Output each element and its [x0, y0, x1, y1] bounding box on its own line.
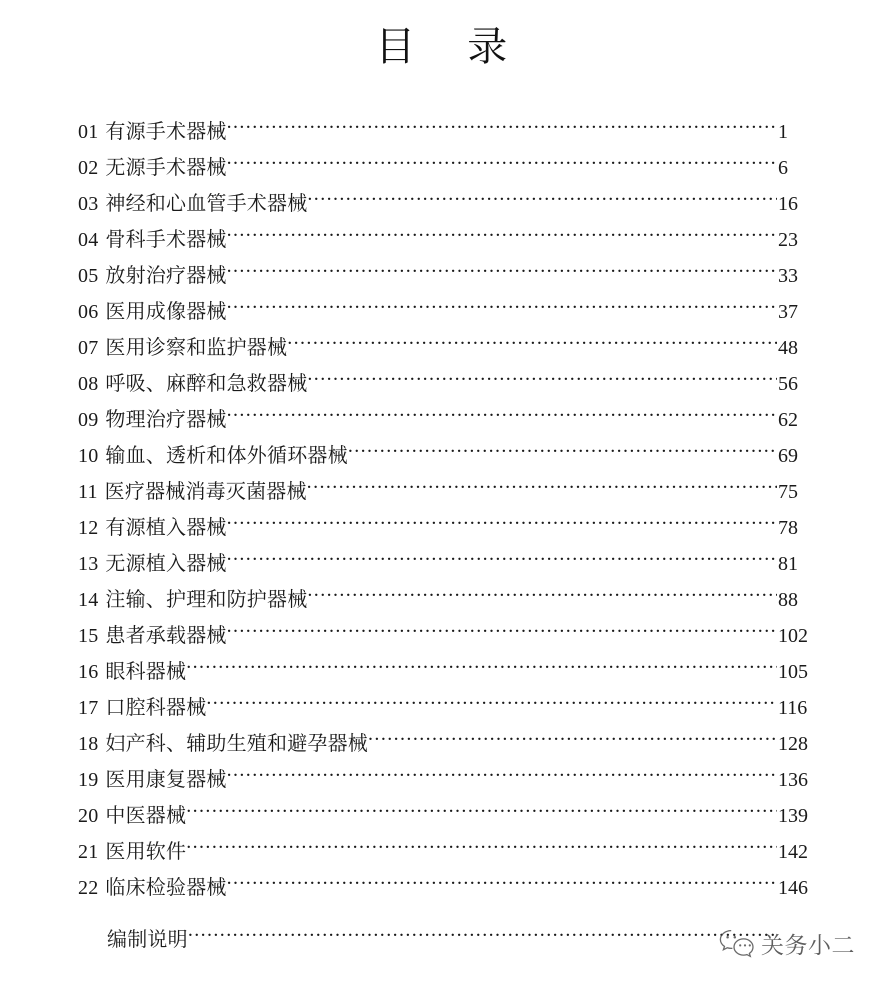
toc-entry-label: 物理治疗器械 — [105, 409, 227, 431]
toc-entry-page-number: 146 — [778, 877, 808, 899]
toc-dot-leader — [206, 694, 777, 714]
toc-entry[interactable] — [78, 510, 818, 546]
toc-entry[interactable] — [78, 834, 818, 870]
toc-entry-page-number: 116 — [778, 697, 808, 719]
toc-dot-leader — [227, 514, 777, 534]
toc-entry-number: 09 — [78, 409, 99, 431]
toc-entry-label: 医用成像器械 — [105, 301, 227, 323]
toc-entry-page-number: 81 — [778, 553, 798, 575]
toc-entry-page-number: 88 — [778, 589, 798, 611]
toc-dot-leader — [227, 262, 777, 282]
toc-entry-label: 有源植入器械 — [105, 517, 227, 539]
toc-dot-leader — [307, 190, 777, 210]
toc-entry-label: 妇产科、辅助生殖和避孕器械 — [105, 733, 369, 755]
toc-entry-number: 10 — [78, 445, 99, 467]
toc-entry-label: 医疗器械消毒灭菌器械 — [104, 481, 307, 503]
toc-entry[interactable] — [78, 726, 818, 762]
toc-entry-number: 08 — [78, 373, 99, 395]
toc-entry-label: 临床检验器械 — [105, 877, 227, 899]
toc-entry-page-number: 69 — [778, 445, 798, 467]
toc-entry[interactable] — [78, 922, 818, 958]
toc-entry[interactable] — [78, 402, 818, 438]
toc-dot-leader — [227, 118, 777, 138]
toc-dot-leader — [227, 154, 777, 174]
toc-entry-page-number: 6 — [778, 157, 788, 179]
toc-entry-page-number: 142 — [778, 841, 808, 863]
toc-entry-page-number: 136 — [778, 769, 808, 791]
toc-dot-leader — [227, 766, 777, 786]
toc-dot-leader — [227, 622, 777, 642]
toc-entry-number: 15 — [78, 625, 99, 647]
toc-entry-label: 患者承载器械 — [105, 625, 227, 647]
toc-entry[interactable] — [78, 690, 818, 726]
page-title: 目 录 — [375, 24, 510, 69]
toc-entry-number: 12 — [78, 517, 99, 539]
toc-entry-label: 医用软件 — [105, 841, 187, 863]
toc-entry-label: 输血、透析和体外循环器械 — [105, 445, 348, 467]
toc-entry-number: 13 — [78, 553, 99, 575]
toc-dot-leader — [186, 802, 777, 822]
toc-entry[interactable] — [78, 546, 818, 582]
toc-entry-page-number: 56 — [778, 373, 798, 395]
toc-entry-number: 22 — [78, 877, 99, 899]
toc-entry[interactable] — [78, 654, 818, 690]
toc-entry-number: 01 — [78, 121, 99, 143]
toc-entry-page-number: 62 — [778, 409, 798, 431]
toc-entry-label: 神经和心血管手术器械 — [105, 193, 308, 215]
toc-dot-leader — [307, 586, 777, 606]
toc-entry-label: 口腔科器械 — [105, 697, 207, 719]
toc-entry[interactable] — [78, 618, 818, 654]
toc-entry-number: 03 — [78, 193, 99, 215]
toc-dot-leader — [227, 298, 777, 318]
toc-dot-leader — [287, 334, 777, 354]
toc-dot-leader — [348, 442, 777, 462]
toc-entry-page-number: 139 — [778, 805, 808, 827]
watermark-label: 关务小二 — [761, 931, 855, 958]
toc-entry-number: 17 — [78, 697, 99, 719]
toc-dot-leader — [307, 370, 777, 390]
toc-entry[interactable] — [78, 222, 818, 258]
toc-dot-leader — [227, 874, 777, 894]
toc-entry[interactable] — [78, 186, 818, 222]
toc-entry[interactable] — [78, 762, 818, 798]
toc-entry[interactable] — [78, 438, 818, 474]
toc-entry[interactable] — [78, 798, 818, 834]
table-of-contents — [78, 114, 818, 958]
toc-dot-leader — [227, 406, 777, 426]
toc-entry[interactable] — [78, 330, 818, 366]
toc-entry-page-number: 105 — [778, 661, 808, 683]
toc-entry-number: 05 — [78, 265, 99, 287]
toc-entry-page-number: 78 — [778, 517, 798, 539]
toc-dot-leader — [368, 730, 777, 750]
toc-entry[interactable] — [78, 114, 818, 150]
toc-entry-label: 编制说明 — [107, 929, 188, 951]
toc-entry-page-number: 48 — [778, 337, 798, 359]
toc-entry-number: 11 — [78, 481, 98, 503]
toc-entry-page-number: 37 — [778, 301, 798, 323]
toc-entry-number: 18 — [78, 733, 99, 755]
toc-dot-leader — [186, 838, 777, 858]
toc-entry-label: 医用诊察和监护器械 — [105, 337, 288, 359]
toc-entry-number: 04 — [78, 229, 99, 251]
toc-dot-leader — [186, 658, 777, 678]
toc-entry[interactable] — [78, 366, 818, 402]
toc-entry-label: 中医器械 — [105, 805, 187, 827]
toc-entry-label: 医用康复器械 — [105, 769, 227, 791]
toc-entry-number: 06 — [78, 301, 99, 323]
toc-entry-label: 有源手术器械 — [105, 121, 227, 143]
toc-dot-leader — [307, 478, 777, 498]
toc-entry-page-number: 33 — [778, 265, 798, 287]
toc-entry-number: 16 — [78, 661, 99, 683]
toc-entry-page-number: 1 — [778, 121, 788, 143]
toc-entry-page-number: 128 — [778, 733, 808, 755]
toc-entry-label: 眼科器械 — [105, 661, 187, 683]
toc-dot-leader — [188, 926, 777, 946]
toc-entry-page-number: 102 — [778, 625, 808, 647]
toc-entry-number: 07 — [78, 337, 99, 359]
toc-dot-leader — [227, 550, 777, 570]
toc-entry-label: 放射治疗器械 — [105, 265, 227, 287]
toc-entry-label: 注输、护理和防护器械 — [105, 589, 308, 611]
toc-entry-page-number: 75 — [778, 481, 798, 503]
toc-entry-label: 呼吸、麻醉和急救器械 — [105, 373, 308, 395]
toc-entry-number: 19 — [78, 769, 99, 791]
toc-entry[interactable] — [78, 870, 818, 906]
toc-entry[interactable] — [78, 582, 818, 618]
toc-entry[interactable] — [78, 474, 818, 510]
toc-entry-page-number: 23 — [778, 229, 798, 251]
toc-entry-number: 20 — [78, 805, 99, 827]
toc-entry-number: 02 — [78, 157, 99, 179]
toc-entry[interactable] — [78, 258, 818, 294]
toc-entry-number: 21 — [78, 841, 99, 863]
toc-entry[interactable] — [78, 150, 818, 186]
toc-entry-label: 无源手术器械 — [105, 157, 227, 179]
toc-entry[interactable] — [78, 294, 818, 330]
toc-entry-label: 骨科手术器械 — [105, 229, 227, 251]
toc-entry-label: 无源植入器械 — [105, 553, 227, 575]
toc-entry-number: 14 — [78, 589, 99, 611]
toc-dot-leader — [227, 226, 777, 246]
toc-entry-page-number: 16 — [778, 193, 798, 215]
